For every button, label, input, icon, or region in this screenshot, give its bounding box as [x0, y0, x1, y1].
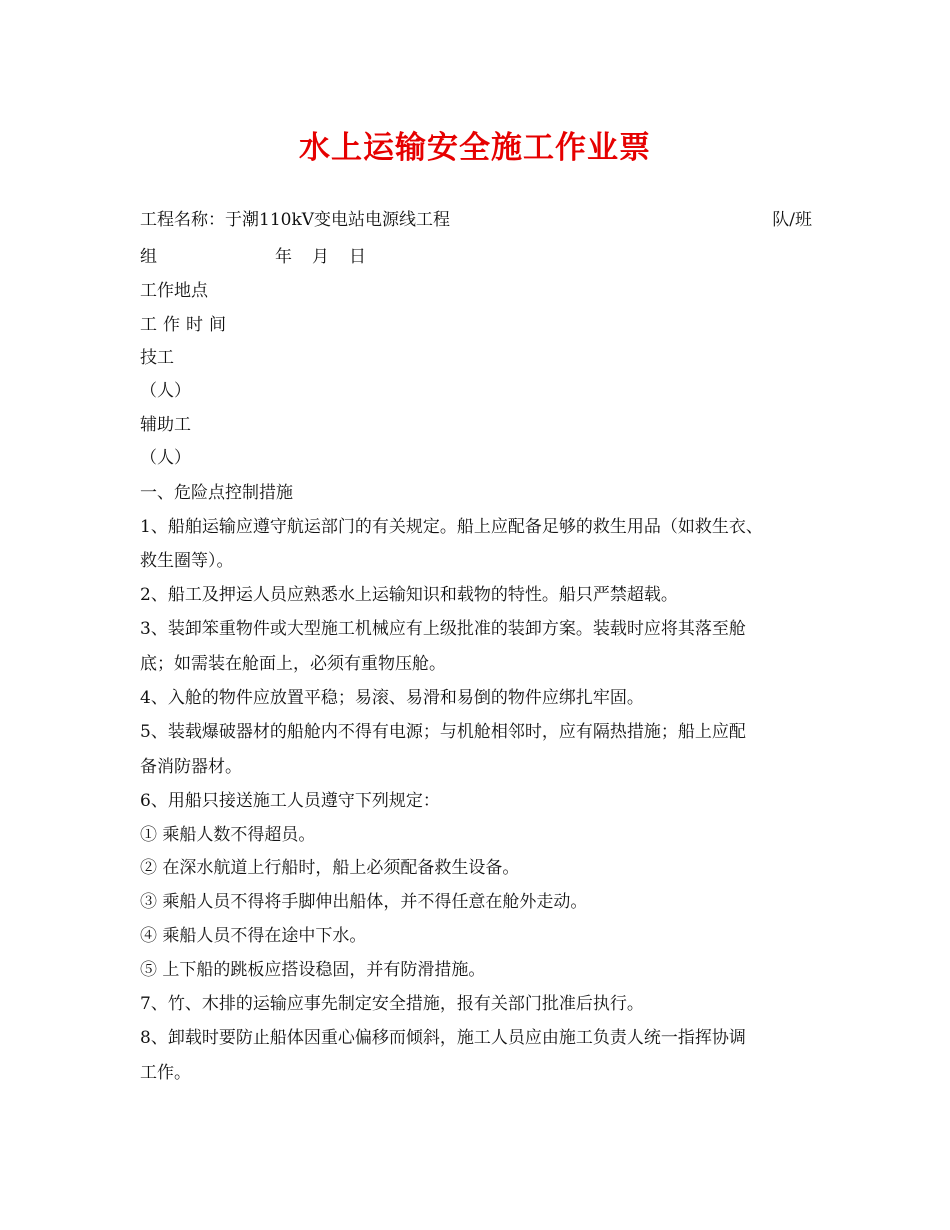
technician-unit: （人） — [140, 381, 191, 401]
list-item: ③ 乘船人员不得将手脚伸出船体，并不得任意在舱外走动。 — [140, 892, 588, 912]
team-date-line — [140, 244, 366, 270]
list-item: 备消防器材。 — [140, 757, 242, 777]
team-label: 队/班 — [772, 210, 812, 230]
list-item: 3、装卸笨重物件或大型施工机械应有上级批准的装卸方案。装载时应将其落至舱 — [140, 619, 746, 639]
list-item: 1、船舶运输应遵守航运部门的有关规定。船上应配备足够的救生用品（如救生衣、 — [140, 517, 763, 537]
list-item: 7、竹、木排的运输应事先制定安全措施，报有关部门批准后执行。 — [140, 994, 644, 1014]
list-item: ⑤ 上下船的跳板应搭设稳固，并有防滑措施。 — [140, 960, 486, 980]
work-location-label: 工作地点 — [140, 281, 208, 301]
technician-label: 技工 — [140, 348, 174, 368]
list-item: 4、入舱的物件应放置平稳；易滚、易滑和易倒的物件应绑扎牢固。 — [140, 688, 644, 708]
list-item: 6、用船只接送施工人员遵守下列规定： — [140, 791, 440, 811]
list-item: 2、船工及押运人员应熟悉水上运输知识和载物的特性。船只严禁超载。 — [140, 585, 678, 605]
document-title: 水上运输安全施工作业票 — [299, 130, 651, 166]
assistant-label: 辅助工 — [140, 415, 191, 435]
assistant-unit: （人） — [140, 448, 191, 468]
list-item: ④ 乘船人员不得在途中下水。 — [140, 926, 367, 946]
date-year-label: 年 — [275, 247, 292, 267]
list-item: 5、装载爆破器材的船舱内不得有电源；与机舱相邻时，应有隔热措施；船上应配 — [140, 722, 746, 742]
work-time-label: 工作时间 — [140, 315, 232, 335]
project-name-line: 工程名称：于潮110kV变电站电源线工程 — [140, 210, 451, 230]
list-item: 工作。 — [140, 1063, 191, 1083]
list-item: 8、卸载时要防止船体因重心偏移而倾斜，施工人员应由施工负责人统一指挥协调 — [140, 1028, 746, 1048]
section-heading: 一、危险点控制措施 — [140, 483, 293, 503]
list-item: 救生圈等）。 — [140, 551, 234, 571]
date-month-label: 月 — [312, 247, 329, 267]
team-label-continued: 组 — [140, 247, 157, 267]
list-item: ① 乘船人数不得超员。 — [140, 825, 316, 845]
list-item: ② 在深水航道上行船时，船上必须配备救生设备。 — [140, 858, 520, 878]
date-day-label: 日 — [349, 247, 366, 267]
list-item: 底；如需装在舱面上，必须有重物压舱。 — [140, 654, 446, 674]
